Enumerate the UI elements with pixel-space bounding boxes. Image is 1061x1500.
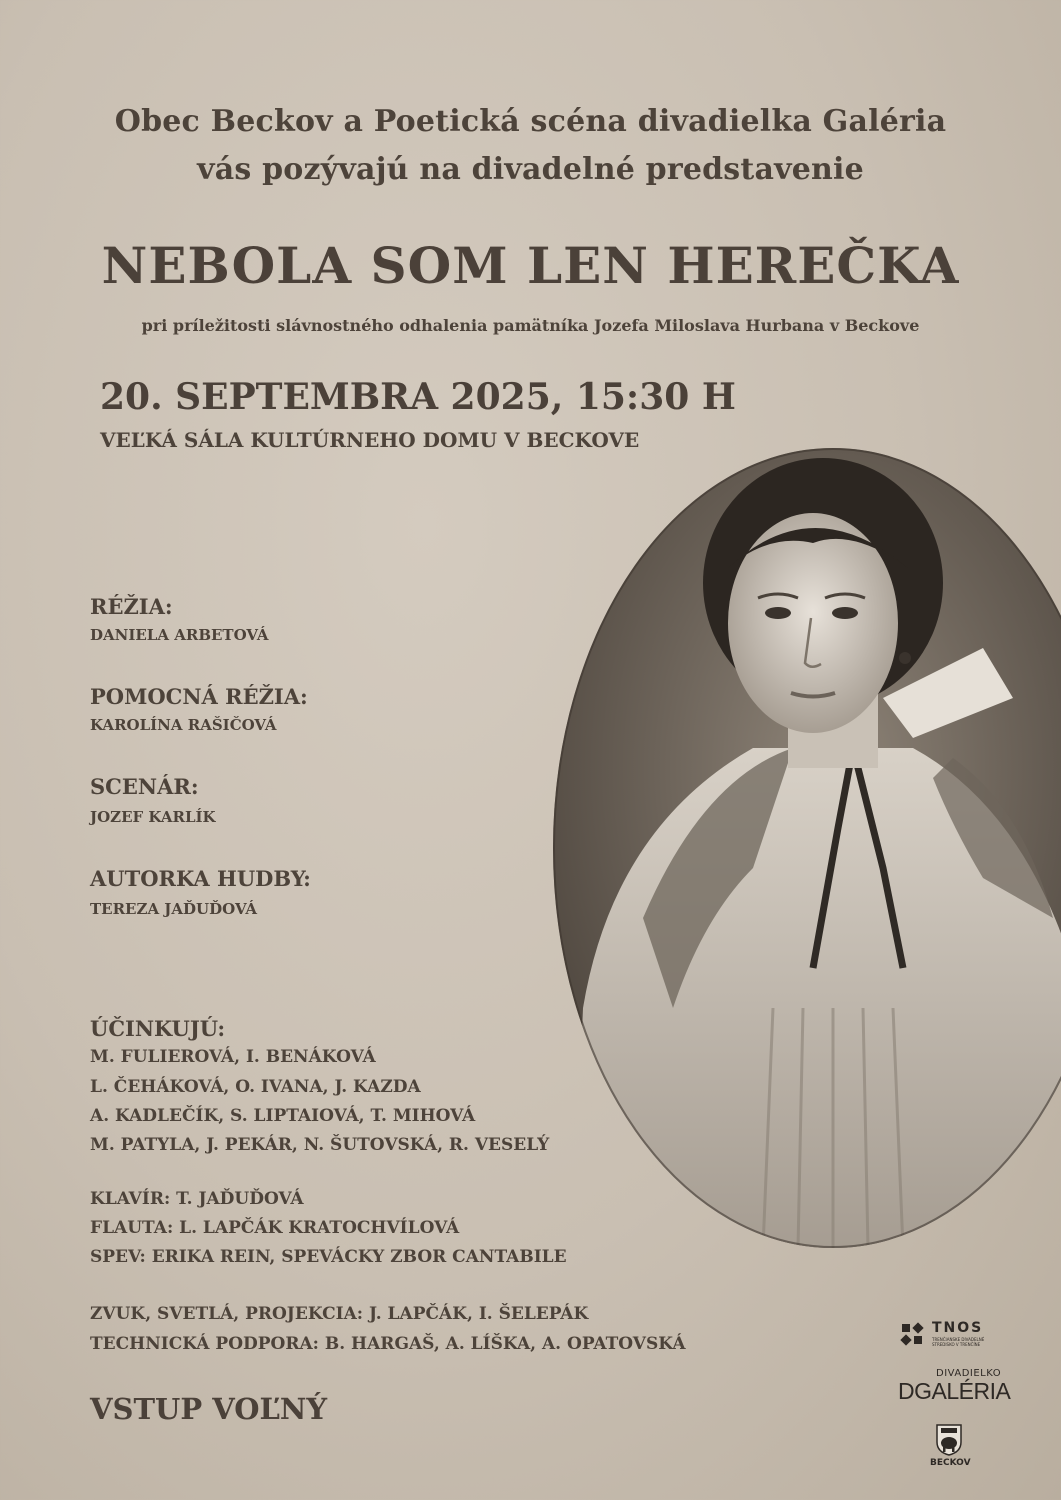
tnos-logo-text: TNOS xyxy=(932,1320,984,1336)
event-venue: VEĽKÁ SÁLA KULTÚRNEHO DOMU V BECKOVE xyxy=(100,428,640,452)
tech-credit-sound: ZVUK, SVETLÁ, PROJEKCIA: J. LAPČÁK, I. ŠELEPÁK xyxy=(90,1304,589,1324)
credit-role-music: AUTORKA HUDBY: xyxy=(90,866,311,891)
credit-role-assistant-directing: POMOCNÁ RÉŽIA: xyxy=(90,684,308,709)
galeria-logo-main-text: DGALÉRIA xyxy=(898,1378,1011,1404)
music-credit-singing: SPEV: ERIKA REIN, SPEVÁCKY ZBOR CANTABILE xyxy=(90,1247,567,1267)
credit-name-directing: DANIELA ARBETOVÁ xyxy=(90,626,269,644)
tech-credit-support: TECHNICKÁ PODPORA: B. HARGAŠ, A. LÍŠKA, A. OPATOVSKÁ xyxy=(90,1334,686,1354)
invitation-line: vás pozývajú na divadelné predstavenie xyxy=(197,152,864,187)
cast-line: L. ČEHÁKOVÁ, O. IVANA, J. KAZDA xyxy=(90,1077,421,1097)
tnos-logo-subtext: TRENČIANSKE DIVADELNÉ STREDISKO V TRENČÍNE xyxy=(932,1337,985,1347)
credit-name-assistant-directing: KAROLÍNA RAŠIČOVÁ xyxy=(90,716,277,734)
admission-free: VSTUP VOĽNÝ xyxy=(90,1392,328,1426)
galeria-logo-top-text: DIVADIELKO xyxy=(936,1368,1002,1379)
music-credit-piano: KLAVÍR: T. JAĎUĎOVÁ xyxy=(90,1189,304,1209)
cast-heading: ÚČINKUJÚ: xyxy=(90,1016,226,1041)
credit-name-screenplay: JOZEF KARLÍK xyxy=(90,808,216,826)
beckov-label: BECKOV xyxy=(930,1458,971,1468)
tnos-logo xyxy=(900,1322,1000,1352)
beckov-coat-of-arms xyxy=(930,1424,970,1484)
portrait-photo xyxy=(553,448,1061,1248)
cast-line: A. KADLEČÍK, S. LIPTAIOVÁ, T. MIHOVÁ xyxy=(90,1106,476,1126)
event-datetime: 20. SEPTEMBRA 2025, 15:30 H xyxy=(100,376,736,418)
coat-of-arms-icon xyxy=(936,1424,962,1456)
credit-role-screenplay: SCENÁR: xyxy=(90,774,199,799)
music-credit-flute: FLAUTA: L. LAPČÁK KRATOCHVÍLOVÁ xyxy=(90,1218,460,1238)
credit-role-directing: RÉŽIA: xyxy=(90,594,173,619)
credit-name-music: TEREZA JAĎUĎOVÁ xyxy=(90,900,258,918)
event-title: NEBOLA SOM LEN HEREČKA xyxy=(101,236,960,295)
tnos-mark-icon xyxy=(900,1322,928,1350)
organizer-line: Obec Beckov a Poetická scéna divadielka Galéria xyxy=(114,104,947,139)
cast-line: M. PATYLA, J. PEKÁR, N. ŠUTOVSKÁ, R. VESELÝ xyxy=(90,1135,550,1155)
event-subtitle: pri príležitosti slávnostného odhalenia pamätníka Jozefa Miloslava Hurbana v Beckove xyxy=(141,316,920,335)
galeria-logo xyxy=(898,1368,1011,1408)
cast-line: M. FULIEROVÁ, I. BENÁKOVÁ xyxy=(90,1047,376,1067)
